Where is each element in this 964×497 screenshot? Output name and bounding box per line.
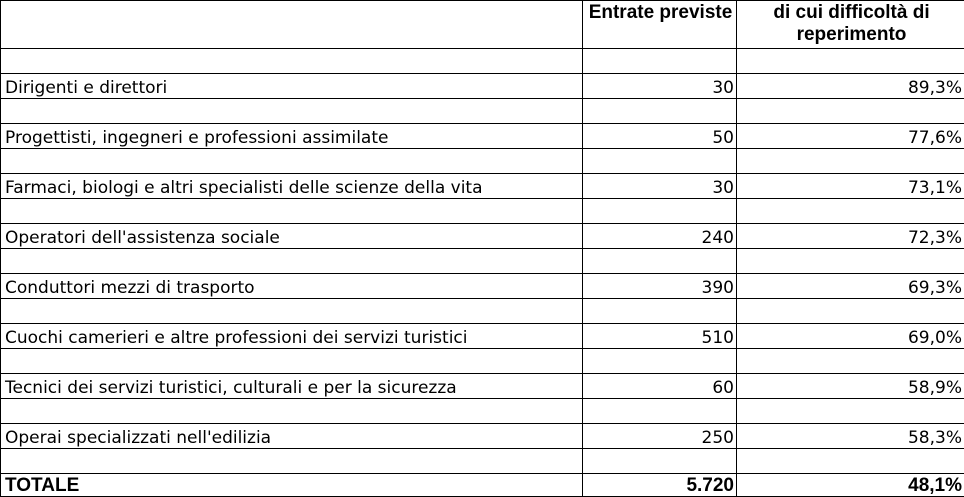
spacer-row: [1, 99, 964, 124]
spacer-row: [1, 399, 964, 424]
difficulty-value: 72,3%: [737, 224, 964, 249]
occupation-label: Progettisti, ingegneri e professioni assimilate: [1, 124, 583, 149]
difficulty-value: 58,3%: [737, 424, 964, 449]
occupation-label: Operatori dell'assistenza sociale: [1, 224, 583, 249]
entries-value: 50: [583, 124, 737, 149]
spacer-row: [1, 249, 964, 274]
difficulty-value: 89,3%: [737, 74, 964, 99]
entries-value: 60: [583, 374, 737, 399]
total-difficulty: 48,1%: [737, 474, 964, 497]
spacer-row: [1, 199, 964, 224]
occupation-label: Farmaci, biologi e altri specialisti delle scienze della vita: [1, 174, 583, 199]
occupation-label: Operai specializzati nell'edilizia: [1, 424, 583, 449]
difficulty-value: 58,9%: [737, 374, 964, 399]
spacer-row: [1, 299, 964, 324]
difficulty-header: di cui difficoltà di reperimento: [737, 1, 964, 49]
table-row: [1, 324, 964, 349]
table-row: [1, 274, 964, 299]
spacer-row: [1, 449, 964, 474]
table-row: [1, 174, 964, 199]
header-blank-cell: [1, 1, 583, 49]
entries-header: Entrate previste: [583, 1, 737, 49]
difficulty-value: 69,0%: [737, 324, 964, 349]
entries-value: 510: [583, 324, 737, 349]
difficulty-value: 73,1%: [737, 174, 964, 199]
table-row: [1, 424, 964, 449]
spacer-row: [1, 149, 964, 174]
occupation-label: Cuochi camerieri e altre professioni dei servizi turistici: [1, 324, 583, 349]
table-row: [1, 374, 964, 399]
header-row: [1, 1, 964, 49]
entries-value: 30: [583, 74, 737, 99]
table-row: [1, 224, 964, 249]
total-label: TOTALE: [1, 474, 583, 497]
entries-value: 250: [583, 424, 737, 449]
table-row: [1, 74, 964, 99]
occupation-label: Dirigenti e direttori: [1, 74, 583, 99]
total-row: [1, 474, 964, 497]
total-entries: 5.720: [583, 474, 737, 497]
entries-value: 240: [583, 224, 737, 249]
difficulty-value: 77,6%: [737, 124, 964, 149]
table-row: [1, 124, 964, 149]
difficulty-value: 69,3%: [737, 274, 964, 299]
entries-value: 30: [583, 174, 737, 199]
spacer-row: [1, 349, 964, 374]
entries-value: 390: [583, 274, 737, 299]
occupation-label: Tecnici dei servizi turistici, culturali e per la sicurezza: [1, 374, 583, 399]
spacer-row: [1, 49, 964, 74]
occupation-label: Conduttori mezzi di trasporto: [1, 274, 583, 299]
